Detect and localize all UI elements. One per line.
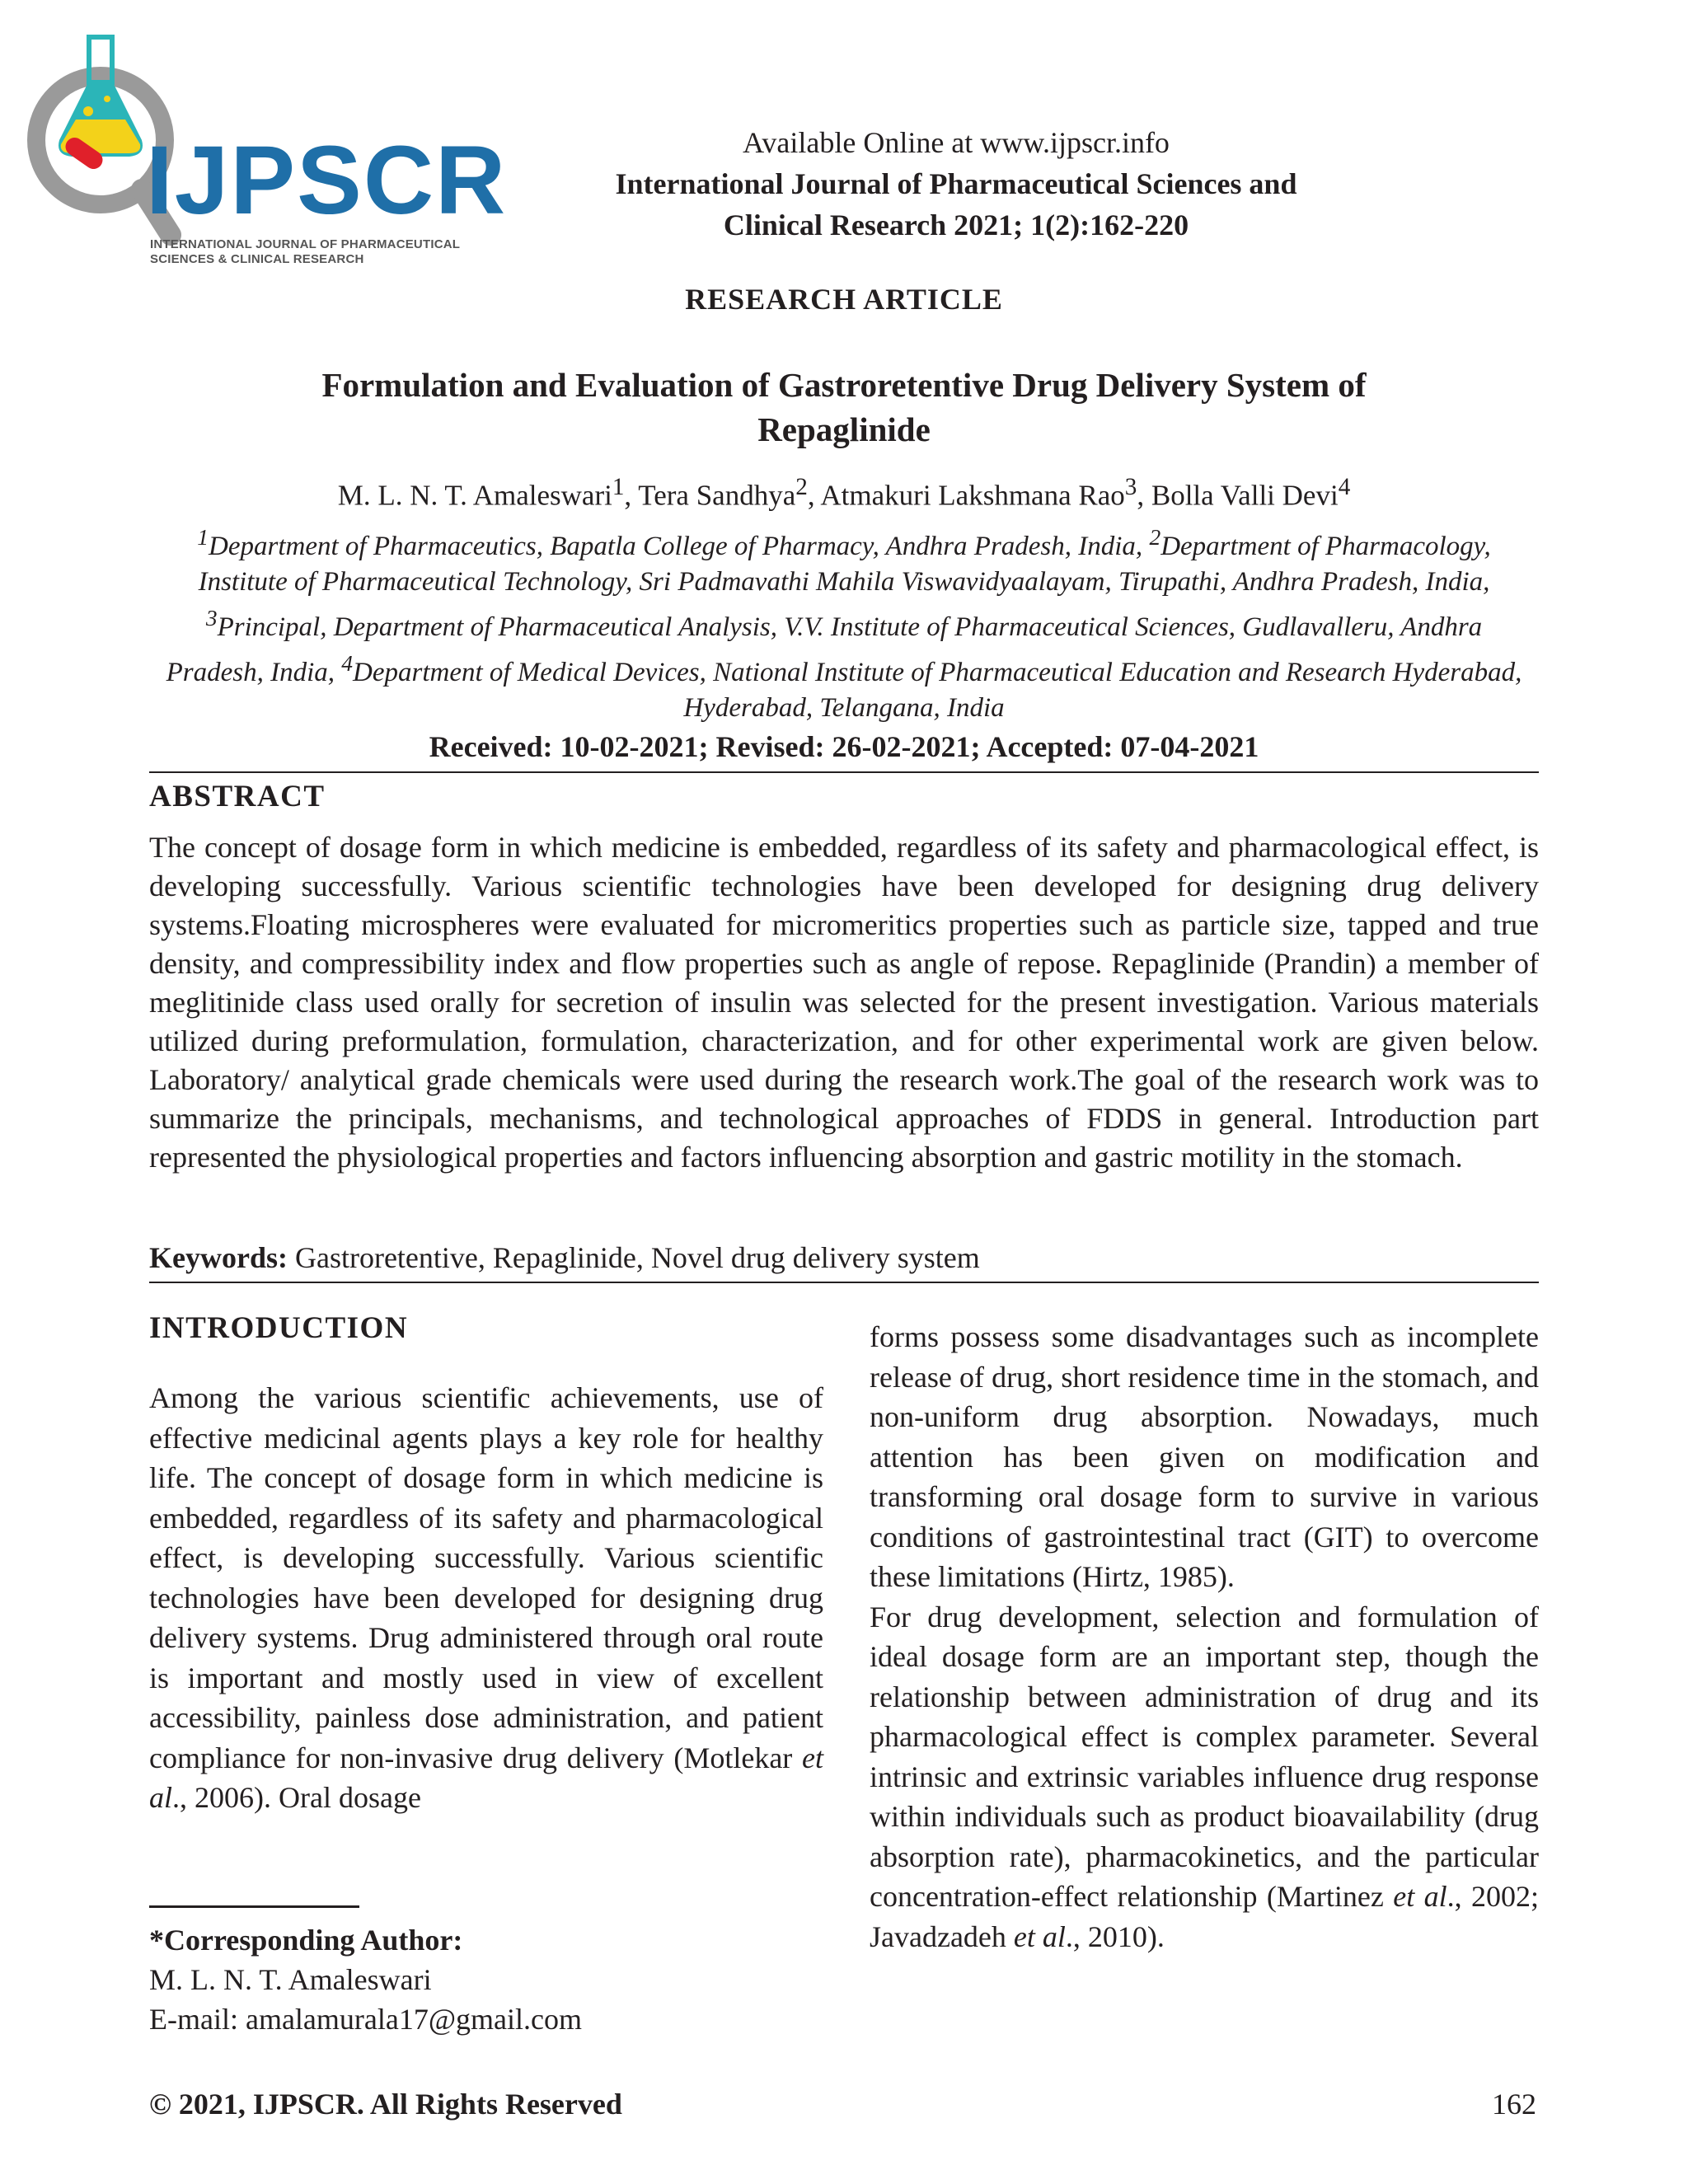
affiliation-text: Department of Pharmacology, Institute of Pharmaceutical Technology, Sri Padmavathi Mahila Viswavidyaalayam, Tirupathi, Andhra Pradesh, India, [198,532,1491,597]
page-number: 162 [1492,2088,1536,2121]
et-al: et al [149,1741,823,1814]
abstract-heading: ABSTRACT [149,780,326,813]
affiliation-text: Department of Pharmaceutics, Bapatla College of Pharmacy, Andhra Pradesh, India, [209,532,1150,561]
keywords [149,1240,1539,1275]
keywords-text: Gastroretentive, Repaglinide, Novel drug delivery system [287,1241,980,1274]
intro-paragraph [870,1597,1539,1957]
copyright: © 2021, IJPSCR. All Rights Reserved [149,2088,622,2121]
affiliation-text: Principal, Department of Pharmaceutical Analysis, V.V. Institute of Pharmaceutical Sciences, Gudlavalleru, Andhra Pradesh, India, [166,612,1483,687]
intro-text: Among the various scientific achievements, use of effective medicinal agents plays a key role for healthy life. The concept of dosage form in which medicine is embedded, regardless of its safety and pharmacological effect, is developing successfully. Various scientific technologies have been developed for designing drug delivery systems. Drug administered through oral route is important and mostly used in view of excellent accessibility, painless dose administration, and patient compliance for non-invasive drug delivery (Motlekar [149,1381,823,1774]
intro-paragraph: forms possess some disadvantages such as incomplete release of drug, short residence time in the stomach, and non-uniform drug absorption. Nowadays, much attention has been given on modification and transforming oral dosage form to survive in various conditions of gastrointestinal tract (GIT) to overcome these limitations (Hirtz, 1985). [870,1320,1539,1593]
divider [149,1282,1539,1283]
affil-sup: 2 [1149,524,1161,550]
article-dates: Received: 10-02-2021; Revised: 26-02-2021; Accepted: 07-04-2021 [429,730,1259,763]
et-al: et al [1393,1880,1447,1913]
journal-logo [18,25,508,266]
author-sup: 3 [1124,474,1137,500]
author-name: M. L. N. T. Amaleswari [337,479,612,512]
available-online: Available Online at www.ijpscr.info [743,126,1170,159]
author-name: Tera Sandhya [638,479,796,512]
intro-left-column [149,1378,823,1818]
affil-sup: 4 [341,650,353,676]
author-sup: 1 [612,474,625,500]
journal-header [462,122,1451,246]
journal-name-line1: International Journal of Pharmaceutical Sciences and [615,167,1297,200]
author-name: Atmakuri Lakshmana Rao [820,479,1125,512]
intro-paragraph [149,1378,823,1818]
logo-subtitle: INTERNATIONAL JOURNAL OF PHARMACEUTICAL SCIENCES & CLINICAL RESEARCH [150,237,460,266]
corresponding-email: E-mail: amalamurala17@gmail.com [149,2003,582,2036]
intro-text: ., 2006). Oral dosage [172,1781,421,1814]
footnote-rule [149,1905,359,1908]
corresponding-name: M. L. N. T. Amaleswari [149,1963,432,1996]
author-list: M. L. N. T. Amaleswari$^1$, Tera Sandhya$^2$, Atmakuri Lakshmana Rao$^3$, Bolla Valli Devi$^4$ [337,474,1351,512]
intro-right-column [870,1317,1539,1957]
title-line-2: Repaglinide [757,410,931,448]
affil-sup: 3 [205,605,218,630]
introduction-heading: INTRODUCTION [149,1311,409,1345]
article-title [165,363,1523,452]
divider [149,771,1539,773]
author-name: Bolla Valli Devi [1151,479,1339,512]
author-sup: 2 [795,474,808,500]
author-sup: 4 [1338,474,1351,500]
intro-text: ., 2010). [1065,1919,1165,1953]
journal-name-line2: Clinical Research 2021; 1(2):162-220 [723,209,1189,241]
keywords-label: Keywords: [149,1241,288,1274]
title-line-1: Formulation and Evaluation of Gastroretentive Drug Delivery System of [321,366,1367,404]
corresponding-author [149,1920,582,2039]
corresponding-label: *Corresponding Author: [149,1924,463,1957]
et-al: et al [1013,1919,1066,1953]
intro-text: For drug development, selection and formulation of ideal dosage form are an important step, though the relationship between administration of drug and its pharmacological effect is complex parameter. Several intrinsic and extrinsic variables influence drug response within individuals such as product bioavailability (drug absorption rate), pharmacokinetics, and the particular concentration-effect relationship (Martinez [870,1600,1539,1913]
logo-wordmark: IJPSCR [146,126,508,235]
abstract-body: The concept of dosage form in which medicine is embedded, regardless of its safety and pharmacological effect, is developing successfully. Various scientific technologies have been developed for designing drug delivery systems.Floating microspheres were evaluated for micromeritics properties such as particle size, tapped and true density, and compressibility index and flow properties such as angle of repose. Repaglinide (Prandin) a member of meglitinide class used orally for secretion of insulin was selected for the present investigation. Various materials utilized during preformulation, formulation, characterization, and for other experimental work are given below. Laboratory/ analytical grade chemicals were used during the research work.The goal of the research work was to summarize the principals, mechanisms, and technological approaches of FDDS in general. Introduction part represented the physiological properties and factors influencing absorption and gastric motility in the stomach. [149,831,1539,1174]
affil-sup: 1 [197,524,209,550]
article-type: RESEARCH ARTICLE [685,283,1003,316]
affiliation-text: Department of Medical Devices, National Institute of Pharmaceutical Education and Research Hyderabad, Hyderabad, Telangana, India [353,658,1522,723]
intro-text: ., 2002; Javadzadeh [870,1880,1539,1953]
affiliations [165,519,1523,726]
